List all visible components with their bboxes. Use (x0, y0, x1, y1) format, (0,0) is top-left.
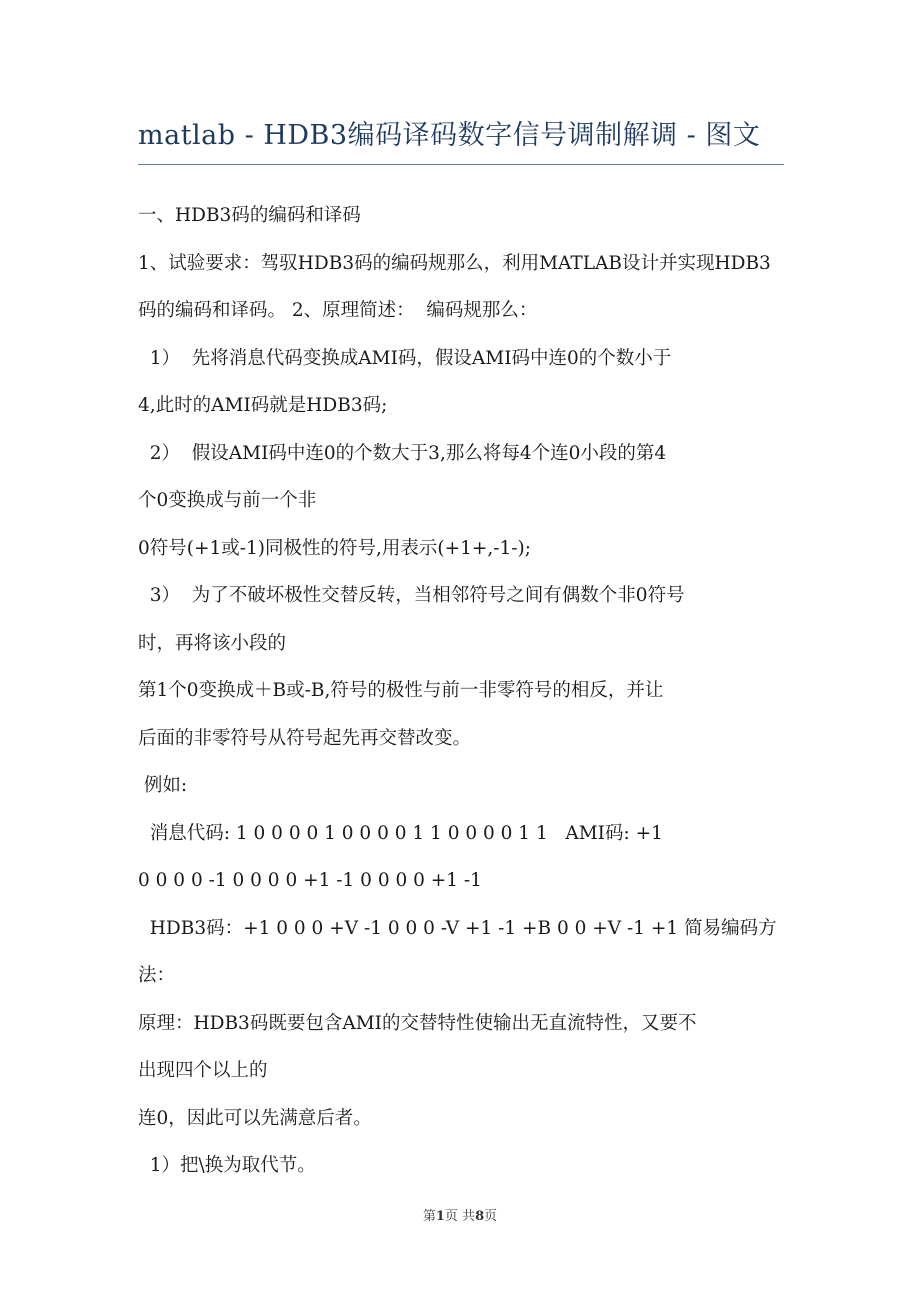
document-body (138, 192, 788, 1190)
body-line: 3） 为了不破坏极性交替反转，当相邻符号之间有偶数个非0符号 (138, 585, 685, 606)
body-line: 2） 假设AMI码中连0的个数大于3,那么将每4个连0小段的第4 (138, 442, 667, 464)
body-line: 码的编码和译码。 2、原理简述： 编码规那么： (138, 300, 538, 321)
body-line: 第1个0变换成＋B或-B,符号的极性与前一非零符号的相反，并让 (138, 680, 664, 701)
page-current: 1 (435, 1209, 445, 1224)
body-line: 1） 先将消息代码变换成AMI码，假设AMI码中连0的个数小于 (138, 347, 672, 369)
body-line: 时，再将该小段的 (138, 632, 287, 654)
body-line: 个0变换成与前一个非 (138, 490, 317, 511)
page-mid: 页 共 (444, 1209, 476, 1224)
page-prefix: 第 (422, 1209, 436, 1224)
body-line: 原理：HDB3码既要包含AMI的交替特性使输出无直流特性，又要不 (138, 1012, 697, 1034)
body-line: 4,此时的AMI码就是HDB3码; (138, 395, 388, 416)
page-footer (0, 1208, 920, 1226)
body-line: 1）把\换为取代节。 (138, 1155, 316, 1176)
body-line: 例如: (138, 775, 188, 796)
body-line: 0 0 0 0 -1 0 0 0 0 +1 -1 0 0 0 0 +1 -1 (138, 870, 482, 891)
body-line: 1、试验要求：驾驭HDB3码的编码规那么，利用MATLAB设计并实现HDB3 (138, 252, 771, 274)
body-line: 后面的非零符号从符号起先再交替改变。 (138, 727, 472, 749)
page-suffix: 页 (484, 1209, 498, 1224)
title-divider (138, 164, 784, 165)
body-line: HDB3码：+1 0 0 0 +V -1 0 0 0 -V +1 -1 +B 0 0 +V -1 +1 简易编码方法： (138, 917, 777, 986)
body-line: 连0，因此可以先满意后者。 (138, 1107, 372, 1129)
document-title: matlab - HDB3编码译码数字信号调制解调 - 图文 (138, 120, 761, 151)
body-line: 消息代码: 1 0 0 0 0 1 0 0 0 0 1 1 0 0 0 0 1 1 AMI码: +1 (138, 822, 663, 844)
page-total: 8 (475, 1209, 485, 1224)
heading-section-1: 一、HDB3码的编码和译码 (138, 205, 361, 226)
body-line: 出现四个以上的 (138, 1060, 268, 1081)
body-line: 0符号(+1或-1)同极性的符号,用表示(+1+,-1-); (138, 537, 531, 559)
